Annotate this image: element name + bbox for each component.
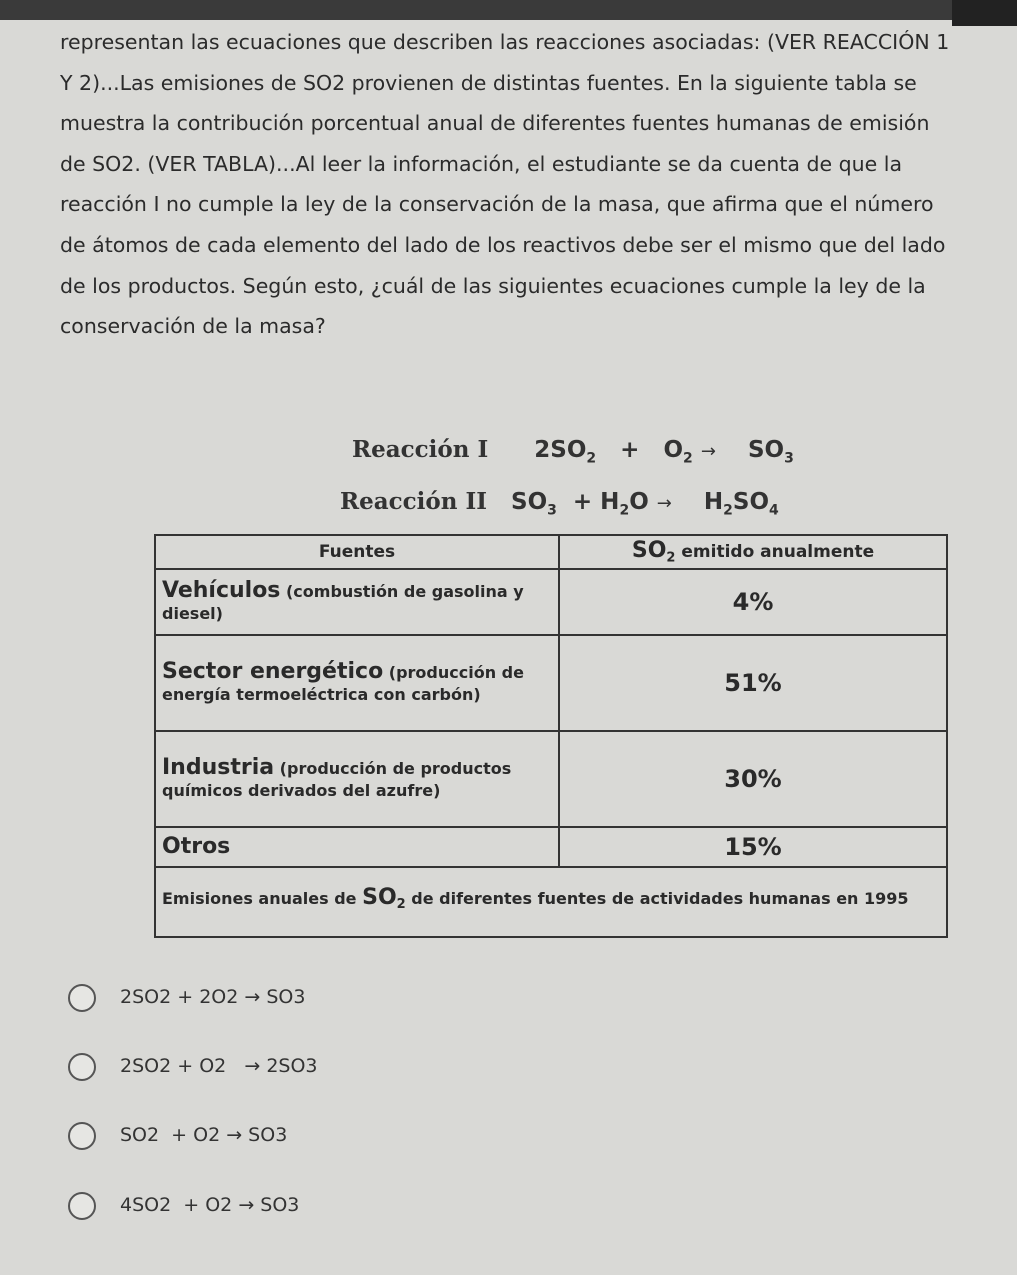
table-row-source: Otros [155,827,559,867]
table-row-value: 4% [559,569,947,635]
top-bar-corner [952,0,1017,26]
header-fuentes: Fuentes [155,535,559,569]
option-2-label: 2SO2 + O2 → 2SO3 [120,1055,318,1077]
reaction-1-label: Reacción I [352,436,489,463]
reaction-2-equation: $SO_3 + H_2O$ → $H_2SO_4$ [511,489,779,519]
top-bar [0,0,1017,20]
table-row-value: 51% [559,635,947,731]
emissions-table [154,534,948,938]
question-paragraph: representan las ecuaciones que describen las reacciones asociadas: (VER REACCIÓN 1 Y 2)...Las emisiones de SO2 provienen de distintas fuentes. En la siguiente tabla se muestra la contribución porcentual anual de diferentes fuentes humanas de emisión de SO2. (VER TABLA)...Al leer la información, el estudiante se da cuenta de que la reacción I no cumple la ley de la conservación de la masa, que afirma que el número de átomos de cada elemento del lado de los reactivos debe ser el mismo que del lado de los productos. Según esto, ¿cuál de las siguientes ecuaciones cumple la ley de la conservación de la masa? [60,30,950,339]
radio-button[interactable] [68,1192,96,1220]
table-row-source: Sector energético (producción de energía termoeléctrica con carbón) [155,635,559,731]
radio-button[interactable] [68,1053,96,1081]
reaction-1 [352,436,794,467]
radio-button[interactable] [68,1122,96,1150]
option-3[interactable] [68,1118,568,1158]
option-4-label: 4SO2 + O2 → SO3 [120,1194,300,1216]
radio-button[interactable] [68,984,96,1012]
reaction-2-label: Reacción II [340,488,487,515]
table-caption: Emisiones anuales de $SO_2$ de diferentes fuentes de actividades humanas en 1995 [155,867,947,937]
arrow-icon: → [700,441,716,462]
option-1-label: 2SO2 + 2O2 → SO3 [120,986,306,1008]
option-3-label: SO2 + O2 → SO3 [120,1124,288,1146]
option-4[interactable] [68,1188,568,1228]
table-row-source: Vehículos (combustión de gasolina y diesel) [155,569,559,635]
arrow-icon: → [656,493,672,514]
option-2[interactable] [68,1049,568,1089]
table-row-value: 15% [559,827,947,867]
header-so2-emitido: $SO_2$ emitido anualmente [559,535,947,569]
table-row-source: Industria (producción de productos químicos derivados del azufre) [155,731,559,827]
reaction-2 [340,488,779,519]
option-1[interactable] [68,980,568,1020]
reaction-1-equation: $2SO_2$ + $O_2$ → $SO_3$ [534,437,794,467]
table-row-value: 30% [559,731,947,827]
